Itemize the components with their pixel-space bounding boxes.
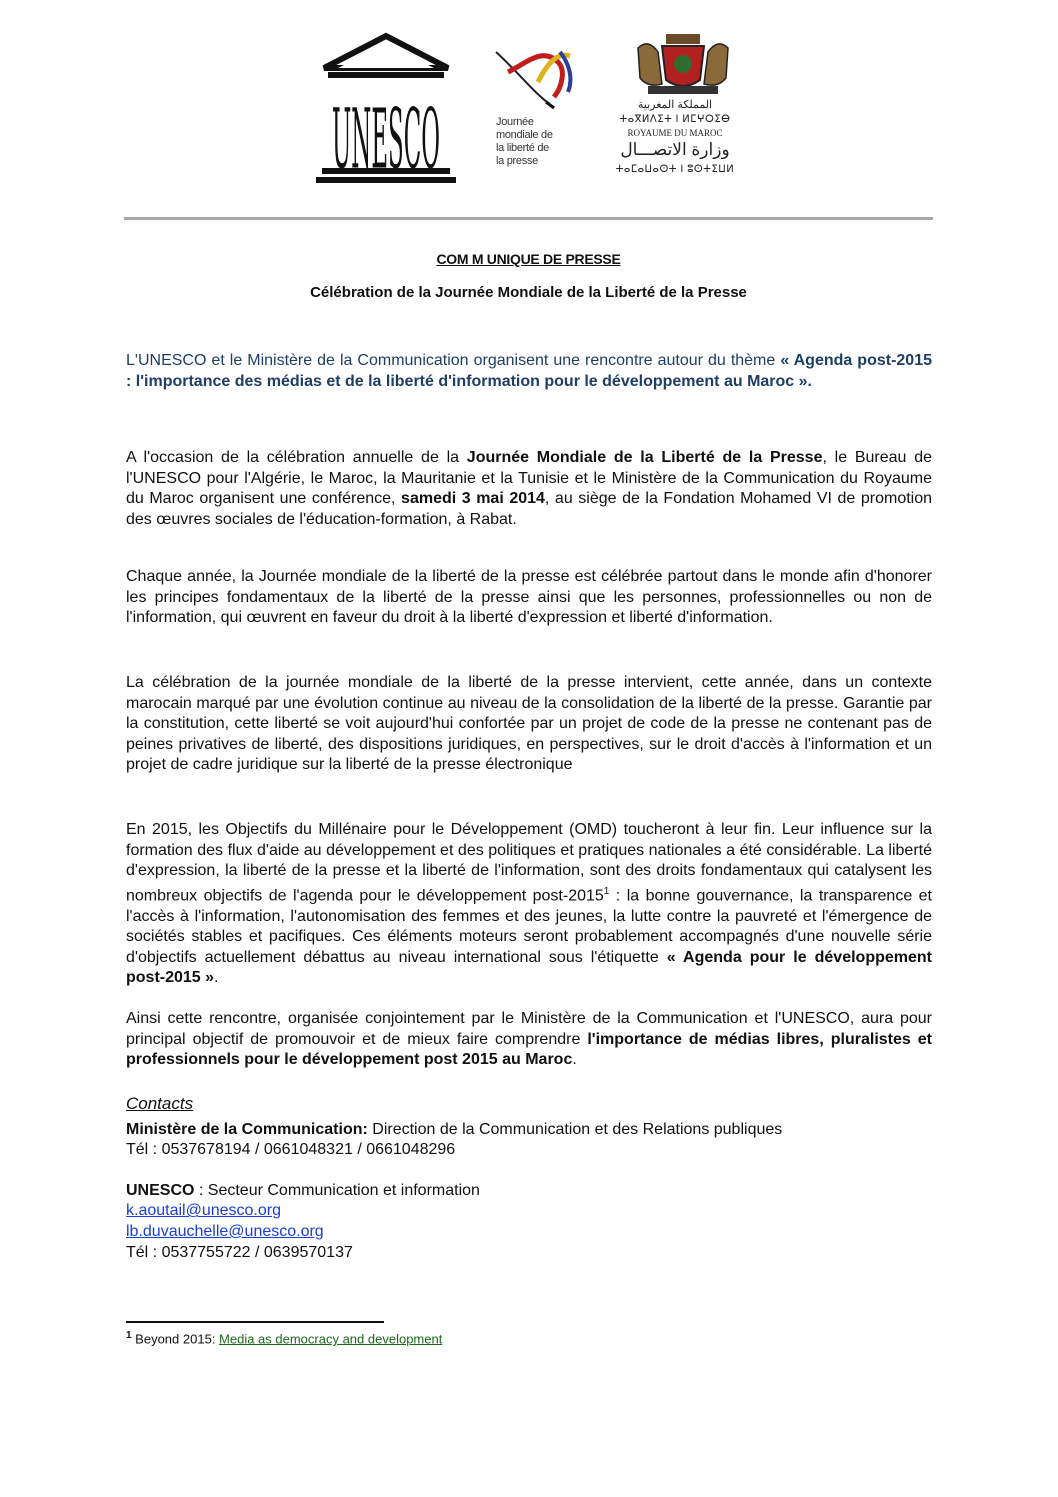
unesco-contact: UNESCO : Secteur Communication et information — [126, 1181, 480, 1199]
header-divider — [124, 217, 933, 220]
contacts-title: Contacts — [126, 1094, 194, 1113]
morocco-french-name: ROYAUME DU MAROC — [627, 128, 723, 138]
footnote-divider — [126, 1321, 384, 1323]
ministry-arabic-name: وزارة الاتصـــال — [620, 140, 730, 159]
unesco-logo — [316, 34, 456, 189]
unesco-phone: Tél : 0537755722 / 0639570137 — [126, 1243, 353, 1261]
document-subtitle: Célébration de la Journée Mondiale de la Liberté de la Presse — [310, 284, 747, 301]
ministry-tifinagh-name: ⵜⴰⵎⴰⵡⴰⵙⵜ ⵏ ⵓⵙⵜⵉⵡⵍ — [615, 164, 735, 175]
lead-paragraph: L'UNESCO et le Ministère de la Communication organisent une rencontre autour du thème « Agenda post-2015 : l'importance des médias et de la liberté d'information pour le développement au Maroc ». — [126, 352, 933, 390]
morocco-tifinagh-name: ⵜⴰⴳⵍⴷⵉⵜ ⵏ ⵍⵎⵖⵔⵉⴱ — [619, 114, 731, 125]
email-link-aoutail[interactable]: k.aoutail@unesco.org — [126, 1202, 281, 1220]
footnote-ref[interactable]: 1 — [603, 885, 610, 897]
morocco-arabic-name: المملكة المغربية — [637, 99, 713, 111]
email-link-duvauchelle[interactable]: lb.duvauchelle@unesco.org — [126, 1222, 324, 1240]
footnote-link[interactable]: Media as democracy and development — [219, 1331, 443, 1347]
ministry-phone: Tél : 0537678194 / 0661048321 / 0661048296 — [126, 1141, 456, 1159]
header-logos — [300, 28, 780, 198]
paragraph-objective: Ainsi cette rencontre, organisée conjointement par le Ministère de la Communication et l'UNESCO, aura pour principal objectif de promouvoir et de mieux faire comprendre l'importance de médias libres, pluralistes et professionnels pour le développement post 2015 au Maroc. — [126, 1010, 933, 1069]
morocco-coat-of-arms-icon — [618, 28, 748, 98]
document-title: COM M UNIQUE DE PRESSE — [436, 251, 621, 267]
footnote: $^1$ Beyond 2015: Media as democracy and development — [126, 1330, 443, 1347]
press-freedom-day-logo — [488, 42, 588, 197]
ministry-contact: Ministère de la Communication: Direction de la Communication et des Relations publiques — [126, 1120, 783, 1138]
paragraph-context: La célébration de la journée mondiale de la liberté de la presse intervient, cette année, dans un contexte marocain marqué par une évolution continue au niveau de la consolidation de la liberté de la presse. Garantie par la constitution, cette liberté se voit aujourd'hui confortée par un projet de code de la presse ne contenant pas de peines privatives de liberté, des dispositions juridiques, en perspectives, sur le droit d'accès à l'information et un projet de cadre juridique sur la liberté de la presse électronique — [126, 674, 932, 774]
contacts-section — [126, 1094, 932, 1263]
press-freedom-day-text: Journée mondiale de la liberté de la presse — [496, 116, 553, 167]
paragraph-celebration: Chaque année, la Journée mondiale de la liberté de la presse est célébrée partout dans le monde afin d'honorer les principes fondamentaux de la liberté de la presse ainsi que les personnes, professionnelles ou non de l'information, qui œuvrent en faveur du droit à la liberté d'expression et liberté d'information. — [126, 568, 932, 627]
pen-ribbon-icon — [488, 42, 588, 112]
paragraph-event: A l'occasion de la célébration annuelle de la Journée Mondiale de la Liberté de la Presse, le Bureau de l'UNESCO pour l'Algérie, le Maroc, la Mauritanie et la Tunisie et le Ministère de la Communication du Royaume du Maroc organisent une conférence, samedi 3 mai 2014, au siège de la Fondation Mohamed VI de promotion des œuvres sociales de l'éducation-formation, à Rabat. — [126, 449, 933, 528]
paragraph-omd: En 2015, les Objectifs du Millénaire pour le Développement (OMD) toucheront à leur fin. Leur influence sur la formation des flux d'aide au développement et des politiques et pratiques nationales a été considérable. La liberté d'expression, la liberté de la presse et la liberté de l'information, sont des droits fondamentaux qui catalysent les nombreux objectifs de l'agenda pour le développement post-2015$^1$ : la bonne gouvernance, la transparence et l'accès à l'information, l'autonomisation des femmes et des jeunes, la lutte contre la pauvreté et l'émergence de sociétés stables et pacifiques. Ces éléments moteurs seront probablement accompagnés d'une nouvelle série d'objectifs actuellement débattus au niveau international sous l'étiquette « Agenda pour le développement post-2015 ». — [126, 821, 933, 987]
svg-text:UNESCO: UNESCO — [332, 92, 440, 189]
